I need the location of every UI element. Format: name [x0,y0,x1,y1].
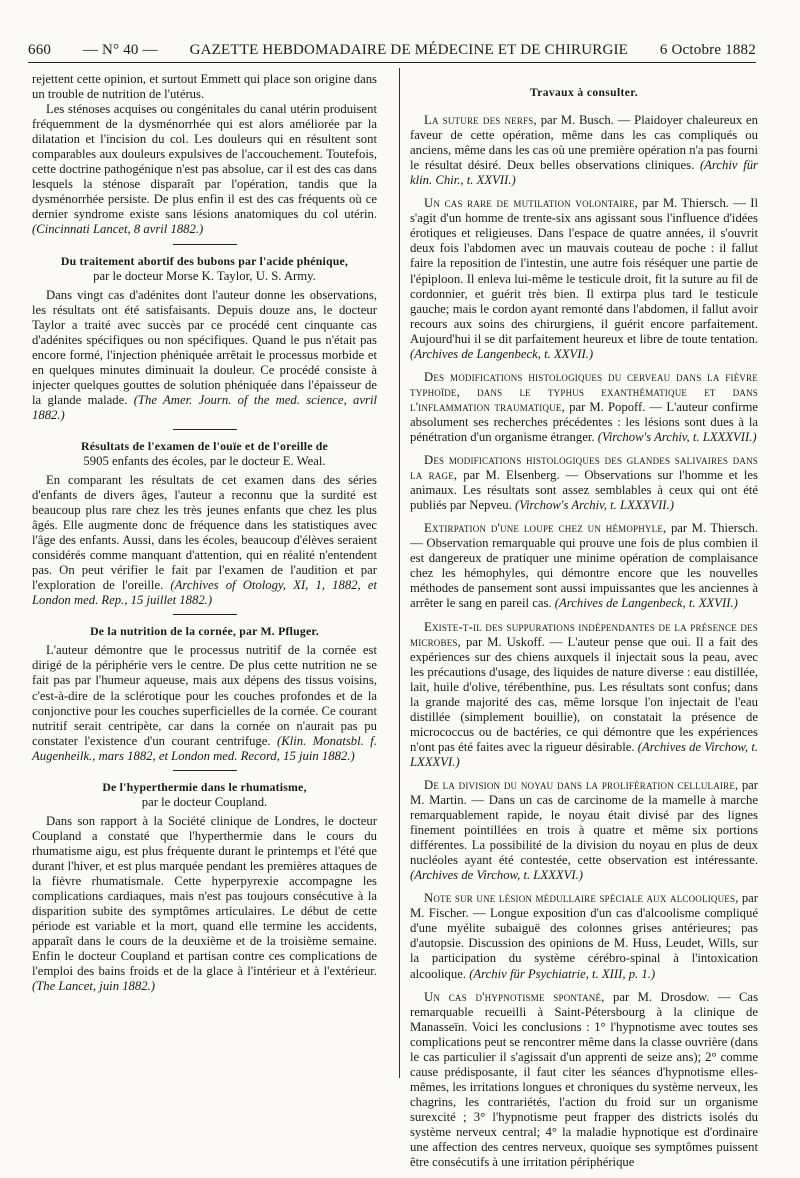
entry-8 [410,891,758,981]
entry-9 [410,990,758,1171]
intro-reference: (Cincinnati Lancet, 8 avril 1882.) [32,222,204,237]
article-2-reference: (Archives of Otology, XI, 1, 1882, et London med. Rep., 15 juillet 1882.) [32,578,377,608]
article-2-body [32,473,377,608]
entry-4-text: par M. Elsenberg. — Observations sur l'homme et les animaux. Les résultats sont assez semblables à ceux qui ont été publiés par Nepveu. [410,468,758,513]
article-2-title [32,439,377,469]
column-divider [399,68,400,1078]
entry-3-text: par M. Popoff. — L'auteur confirme absolument ses recherches précédentes : les lésions sont dues à la pénétration d'un organisme étranger. [410,399,759,444]
intro-paragraph-2-text: Les sténoses acquises ou congénitales du canal utérin produisent fréquemment de la dysménorrhée qui est alors améliorée par la dilatation et l'incision du col. Les douleurs qui en résultent sont comparables aux douleurs expulsives de l'accouchement. Toutefois, cette doctrine pathogénique n'est pas absolue, car il est des cas dans lesquels la sténose disparaît par l'opération, tandis que la dysménorrhée persiste. De plus enfin il est des cas fréquents où ce dernier syndrome existe sans lésions anatomiques du col utérin. [32,102,377,222]
intro-paragraph-2 [32,102,377,237]
entry-5-reference: (Archives de Langenbeck, t. XXVII.) [554,596,738,611]
running-header [28,40,756,63]
entry-4-lead: Des modifications histologiques des glandes salivaires dans la rage, [410,453,758,483]
section-rule [173,244,237,245]
entry-7 [410,778,758,883]
article-1-text: Dans vingt cas d'adénites dont l'auteur donne les observations, les résultats ont été satisfaisants. Depuis douze ans, le docteur Taylor a traité avec succès par ce procédé cent cinquante cas d'adénites spécifiques ou non spécifiques. Quand le pus n'était pas encore formé, l'injection phéniquée arrêtait le processus morbide et en quelques minutes diminuait la douleur. Ce procédé consiste à injecter quelques gouttes de solution phéniquée dans l'épaisseur de la glande malade. [32,287,377,407]
entry-3-lead: Des modifications histologiques du cerveau dans la fièvre typhoïde, dans le typhus exanthématique et dans l'inflammation traumatique, [410,369,758,414]
entry-5-lead: Extirpation d'une loupe chez un hémophyle, [424,521,667,536]
article-4-author: par le docteur Coupland. [141,794,268,809]
right-column [410,72,758,1178]
entry-7-text: par M. Martin. — Dans un cas de carcinome de la mamelle à marche remarquablement rapide, le noyau était divisé par des lignes finement pointillées en trois à quatre et même six portions différentes. La possibilité de la division du noyau en plus de deux nucléoles ayant été contestée, cette observation est intéressante. [410,777,759,868]
entry-2 [410,196,758,362]
entry-6 [410,620,758,770]
entry-1 [410,113,758,188]
section-rule [173,770,237,771]
section-rule [173,429,237,430]
page-number: 660 [28,42,52,58]
entry-1-reference: (Archiv für klin. Chir., t. XXVII.) [410,158,758,188]
entry-8-lead: Note sur une lésion médullaire spéciale aux alcooliques, [424,891,739,906]
entry-6-lead: Existe-t-il des suppurations indépendantes de la présence des microbes, [410,619,758,649]
article-3-reference: (Klin. Monatsbl. f. Augenheilk., mars 1882, et London med. Record, 15 juin 1882.) [32,733,377,763]
entry-2-lead: Un cas rare de mutilation volontaire, [424,196,639,211]
article-3-title [32,624,377,639]
entry-6-text: par M. Uskoff. — L'auteur pense que oui. Il a fait des expériences sur des chiens auxquels il injectait sous la peau, avec les précautions d'usage, des liquides de nature diverse : eau distillée, lait, huile d'olive, térébenthine, pus. Les résultats sont confus; dans la grande majorité des cas, même lorsque l'on injectait de l'eau distillée (simplement bouillie), on constatait la présence de micrococcus ou de bactéries, ce qui démontre que les expériences n'ont pas été faites avec la rigueur désirable. [410,634,758,754]
article-4-heading: De l'hyperthermie dans le rhumatisme, [102,779,307,794]
entry-8-reference: (Archiv für Psychiatrie, t. XIII, p. 1.) [469,966,656,981]
article-2-heading: Résultats de l'examen de l'ouïe et de l'oreille de [81,438,328,453]
entry-7-reference: (Archives de Virchow, t. LXXXVI.) [410,868,583,883]
article-3-heading: De la nutrition de la cornée, par M. Pfluger. [90,624,319,639]
entry-2-reference: (Archives de Langenbeck, t. XXVII.) [410,346,594,361]
entry-5-text: par M. Thiersch. — Observation remarquable qui prouve une fois de plus combien il est dangereux de pratiquer une minime opération de complaisance chez les hémophyles, qui démontre encore que les nouvelles méthodes de pansement sont aussi impuissantes que les anciennes à arrêter le sang en pareil cas. [410,521,758,611]
entry-4-reference: (Virchow's Archiv, t. LXXXVII.) [515,498,674,513]
article-2-author: 5905 enfants des écoles, par le docteur E. Weal. [83,453,326,468]
issue-date: 6 Octobre 1882 [659,42,756,58]
entry-6-reference: (Archives de Virchow, t. LXXXVI.) [410,739,759,769]
article-1-title [32,254,377,284]
article-4-title [32,780,377,810]
article-4-reference: (The Lancet, juin 1882.) [32,979,155,994]
article-3-body [32,643,377,763]
article-4-text: Dans son rapport à la Société clinique de Londres, le docteur Coupland a constaté que l'hyperthermie dans le cours du rhumatisme aigu, est plus fréquente durant le printemps et l'été que durant l'hiver, et est plus marquée pendant les premières attaques de la fièvre rhumatismale. Cette hyperpyrexie accompagne les complications cardiaques, mais n'est pas toujours consécutive à la disparition subite des symptômes articulaires. Le début de cette période est variable et la mort, quand elle termine les accidents, apparaît dans le cours de la deuxième et de la troisième semaine. Enfin le docteur Coupland et partisan contre ces complications de l'emploi des bains froids et de la glace à l'intérieur et à l'extérieur. [32,813,377,979]
entry-1-text: par M. Busch. — Plaidoyer chaleureux en faveur de cette opération, même dans les cas compliqués ou anciens, même dans les cas où une première opération n'a pas fourni le résultat désiré. Deux belles observations cliniques. [410,113,759,173]
intro-paragraph-1: rejettent cette opinion, et surtout Emmett qui place son origine dans un trouble de nutrition de l'utérus. [32,72,377,102]
entry-2-text: par M. Thiersch. — Il s'agit d'un homme de trente-six ans agissant sous l'influence d'idées érotiques et religieuses. Dans l'espace de quatre années, il s'ouvrit deux fois l'abdomen avec un mauvais couteau de poche : il fallut faire la reposition de l'intestin, une autre fois réséquer une partie de l'épiploon. Il enleva lui-même le testicule droit, fit la suture au fil de cordonnier, et guérit très bien. Il extirpa plus tard le testicule gauche; mais le cordon ayant remonté dans l'abdomen, il fallut avoir recours aux soins des chirurgiens, il guérit encore parfaitement. Aujourd'hui il se dit parfaitement heureux et libre de toute tentation. [410,196,759,346]
article-1-body [32,288,377,423]
entry-1-lead: La suture des nerfs, [424,113,537,128]
entry-9-text: par M. Drosdow. — Cas remarquable recueilli à Saint-Pétersbourg à la clinique de Manasseïn. Voici les conclusions : 1° l'hypnotisme avec toutes ses complications peut se rencontrer même dans la classe ouvrière (dans le cas particulier il s'agissait d'un apprenti de seize ans); 2° comme cause prédisposante, il faut citer les séances d'hypnotisme elles-mêmes, les irritations longues et chroniques du système nerveux, les chagrins, les contrariétés, l'action du froid sur un organisme surexcité ; 3° l'hypnotisme peut frapper des districts isolés du système nerveux central; 4° la maladie hypnotique est d'ordinaire une affection des centres nerveux, quoique ses symptômes puissent être consécutifs à une irritation périphérique [410,989,759,1170]
section-title: Travaux à consulter. [530,87,638,99]
left-column [32,72,377,997]
article-2-text: En comparant les résultats de cet examen dans des séries d'enfants de divers âges, l'auteur a reconnu que la surdité est beaucoup plus rare chez les très jeunes enfants que chez les plus âgés. Elle augmente donc de fréquence dans les statistiques avec l'âge des enfants. Aussi, dans les écoles, beaucoup d'élèves seraient considérés comme manquant d'attention, qui en réalité n'entendent pas. On peut vérifier le fait par l'examen de l'audition et par l'exploration de l'oreille. [32,472,377,593]
article-1-author: par le docteur Morse K. Taylor, U. S. Army. [93,268,316,283]
section-rule [173,614,237,615]
issue-number: — N° 40 — [82,42,158,58]
entry-4 [410,453,758,513]
entry-7-lead: De la division du noyau dans la prolifération cellulaire, [424,777,739,792]
entry-8-text: par M. Fischer. — Longue exposition d'un cas d'alcoolisme compliqué d'une myélite subaiguë des colonnes grises antérieures; pas d'autopsie. Discussion des opinions de M. Huss, Leudet, Wills, sur la participation du système cérébro-spinal à l'intoxication alcoolique. [410,891,759,981]
article-1-heading: Du traitement abortif des bubons par l'acide phénique, [60,253,349,268]
entry-3 [410,370,758,445]
journal-title: GAZETTE HEBDOMADAIRE DE MÉDECINE ET DE CHIRURGIE [189,42,629,58]
entry-9-lead: Un cas d'hypnotisme spontané, [424,989,605,1004]
entry-3-reference: (Virchow's Archiv, t. LXXXVII.) [597,429,757,444]
entry-5 [410,521,758,611]
article-4-body [32,814,377,995]
article-1-reference: (The Amer. Journ. of the med. science, avril 1882.) [32,392,378,422]
article-3-text: L'auteur démontre que le processus nutritif de la cornée est dirigé de la périphérie vers le centre. De plus cette nutrition ne se fait pas par l'humeur aqueuse, mais aux dépens des tissus voisins, c'est-à-dire de la sclérotique pour les couches profondes et de la conjonctive pour les couches superficielles de la cornée. Ce courant nutritif serait centripète, car dans la cornée on n'aurait pas pu constater l'existence d'un courant centrifuge. [32,643,377,748]
